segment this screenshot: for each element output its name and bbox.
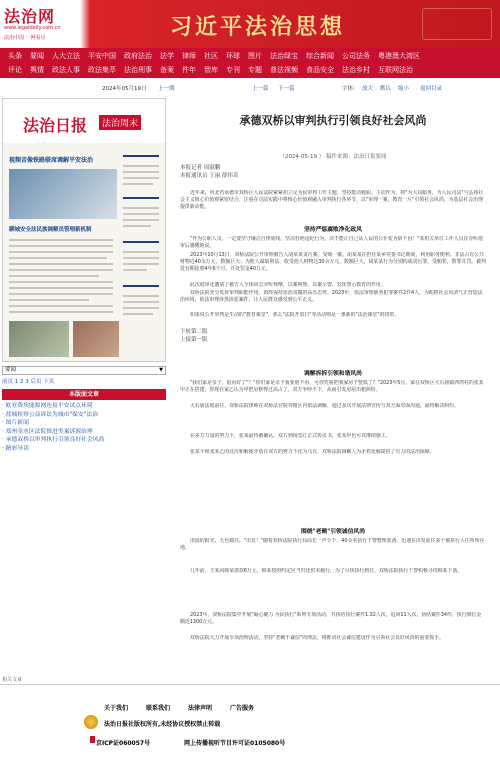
text-line <box>123 183 153 185</box>
article-paragraph: 清晨的阳光，天色微亮。"出发！"随着双桥法院执行局局长一声令下，40余名执行干警整理装备，迅速在出发前往多个被执行人住所所在地。 <box>180 538 485 551</box>
font-smaller-button[interactable]: 缩小 <box>398 86 410 92</box>
issue-toolbar <box>0 83 500 95</box>
article-paragraph: 张某平和张某乙的这次和解使矛盾在双方的努力下化为乌有，双桥法院调解人为矛盾化解提供了有力的法治保障。 <box>190 449 435 455</box>
text-line <box>123 171 159 173</box>
text-line <box>9 287 113 289</box>
article-subheading: 坚持严惩腐败净化政风 <box>304 227 362 233</box>
nav-item[interactable]: 人大立法 <box>52 52 80 60</box>
text-line <box>9 245 113 247</box>
paper-section-label: 法治周末 <box>99 115 141 130</box>
font-larger-button[interactable]: 放大 <box>362 86 374 92</box>
list-item[interactable]: · 郑州金水区法院推进类案诉源治理 <box>2 428 93 435</box>
nav-item[interactable]: 律师 <box>182 52 196 60</box>
thumbnail-headline-2[interactable]: 聊城安全法民族调解员管理新机制 <box>9 227 92 233</box>
nav-item[interactable]: 粤港澳大湾区 <box>378 52 420 60</box>
logo-url: www.legaldaily.com.cn <box>4 25 61 31</box>
text-line <box>123 251 159 253</box>
footer-icp[interactable]: 京ICP证060057号 <box>96 740 151 747</box>
nav-item[interactable]: 要闻 <box>30 52 44 60</box>
article-paragraph: 在多方力量的努力下，张某最终被确认，双方到场签订正式协议书，张某甲也可以继续施工。 <box>190 433 391 439</box>
text-line <box>123 219 159 221</box>
paper-masthead <box>3 99 165 143</box>
chevron-down-icon: ▼ <box>159 367 163 373</box>
text-line <box>9 299 89 301</box>
article-subheading: 围绕"老赖"引领诚信风尚 <box>300 529 365 535</box>
prev-article-link[interactable]: 上一篇 <box>252 86 269 92</box>
section-articles-header: 本版面文章 <box>2 389 166 400</box>
site-logo[interactable] <box>4 4 80 44</box>
thumbnail-photo-3 <box>73 321 119 357</box>
text-line <box>9 239 113 241</box>
icp-badge-icon <box>90 736 95 743</box>
article-paragraph: 2023年，双桥法院集中开展"凝心聚力 为民执行"系列专项活动，共执结执行案件1.32人次，追回11人次，执结案件34件，执行到位金额近1300万元。 <box>180 612 482 625</box>
issue-date: 2024年05月19日 <box>102 86 147 92</box>
text-line <box>123 155 159 157</box>
nav-item[interactable]: 舆情 <box>30 66 44 74</box>
list-item[interactable]: · 盐城检察公益诉讼为城市"保安"法治 <box>2 411 98 418</box>
nav-row-primary <box>4 50 424 64</box>
text-line <box>9 281 113 283</box>
nav-item[interactable]: 头条 <box>8 52 22 60</box>
related-articles-label: 相关文章 <box>2 677 23 683</box>
nav-item[interactable]: 社区 <box>204 52 218 60</box>
footer-link[interactable]: 关于我们 <box>104 705 129 712</box>
article-paragraph: 2023年10月13日，双桥法院公开审理被告人胡某某贪污案，受贿一案。胡某某在担任某乡党委书记期间，利用职务便利，非法占有公共财物近40余万元，数额巨大；为他人谋取利益，收受他人财物达30余万元，数额巨大，胡某某行为分别构成贪污罪、受贿罪，数罪并罚，被判处有期徒刑4年6个月，并处罚金40万元。 <box>180 252 486 272</box>
prev-issue-link[interactable]: 上一期 <box>158 86 175 92</box>
text-line <box>123 313 153 315</box>
thumbnail-headline-1[interactable]: 视频音像铁路联席调解平安法治 <box>9 157 94 164</box>
article-paragraph: 几年前，王某向韩某借款6万元，韩某按照约定应当归还但未履行，为了尽快执行到位，双桥法院执行干警积极寻找韩某下落。 <box>190 568 463 574</box>
banner-decoration <box>422 8 492 40</box>
text-line <box>123 177 159 179</box>
text-line <box>9 275 99 277</box>
byline-reporter: 本报记者 周淑鹏 <box>180 165 221 171</box>
article-subheading: 调解拆拆引领和谐风尚 <box>304 371 362 377</box>
newspaper-page-thumbnail[interactable] <box>2 98 166 362</box>
nav-item[interactable]: 专刊 <box>226 66 240 74</box>
footer-link[interactable]: 广告服务 <box>230 705 255 712</box>
nav-item[interactable]: 法治刑事 <box>124 66 152 74</box>
article-paragraph: 大石庙法庭前往，双桥法院律师在双桥法官院等辖区内依法调解，通过多次开展法律宣传与双方面对面沟通，最终解决纠纷。 <box>190 403 459 409</box>
text-line <box>123 269 147 271</box>
text-line <box>9 311 113 313</box>
nav-item[interactable]: 普法视频 <box>270 66 298 74</box>
footer-links <box>104 703 272 712</box>
list-item[interactable]: · 欧亚费埃能源网连接平安试点环境 <box>2 403 93 409</box>
nav-item[interactable]: 平安中国 <box>88 52 116 60</box>
article-meta: （2024-05-19 ） 稿件来源：法治日报要闻 <box>279 154 387 160</box>
list-item[interactable]: · 图片新闻 <box>2 420 29 427</box>
article-paragraph: "我们家是亲子，很看好了"？"你们家是亲子我要别不看，可你凭啥把我家房子整低了？"2023年5月，家住双桥区大石庙镇西湾村的张某甲正在搭建，你现在家乙认为甲把房修得过高占了，双方争吵不下，从而引发房屋出租纠纷。 <box>180 380 484 393</box>
logo-slogan: 法治中国 一网看尽 <box>4 35 46 41</box>
text-line <box>123 301 159 303</box>
continued-note: 下转第二版 <box>180 329 208 335</box>
thumbnail-side-column[interactable] <box>123 149 159 349</box>
main-nav <box>0 48 500 78</box>
nav-item[interactable]: 智库 <box>204 66 218 74</box>
text-line <box>123 207 159 209</box>
footer-link[interactable]: 联系我们 <box>146 705 171 712</box>
nav-item[interactable]: 政法集萃 <box>88 66 116 74</box>
article-paragraph: 如果说公开审判是生动的"教育课堂"，那么"法院开放日"等活动则是一条新的"法治课堂"的纽带。 <box>190 312 400 318</box>
text-line <box>123 165 159 167</box>
section-select-value: 要闻 <box>5 367 17 373</box>
text-line <box>123 263 159 265</box>
nav-item[interactable]: 法学 <box>160 52 174 60</box>
logo-text: 法治网 <box>4 7 56 26</box>
nav-row-secondary <box>4 64 417 78</box>
footer-link[interactable]: 法律声明 <box>188 705 213 712</box>
nav-item[interactable]: 公司法务 <box>342 52 370 60</box>
article-paragraph: 此次庭审还邀请了被告人全体同志旁听观摩，以案明理，以案示警，发挥警示教育的作用。 <box>190 282 386 288</box>
text-line <box>123 197 159 199</box>
font-size-label: 字体: <box>342 86 355 92</box>
text-line <box>9 263 113 265</box>
text-line <box>9 251 113 253</box>
nav-item[interactable]: 评论 <box>8 66 22 74</box>
next-article-link[interactable]: 下一篇 <box>278 86 295 92</box>
footer-divider <box>0 684 500 685</box>
text-line <box>123 257 159 259</box>
banner-title[interactable]: 习近平法治思想 <box>170 14 346 40</box>
text-line <box>123 307 159 309</box>
list-item[interactable]: · 承德双桥以审判执行引领良好社会风尚 <box>2 437 105 444</box>
text-line <box>123 225 151 227</box>
text-line <box>9 293 113 295</box>
page-pager[interactable]: 前页 1 2 3 后页 下页 <box>2 379 55 385</box>
article-paragraph: "作为公职人员，一定要坚守廉洁自律底线，坚决杜绝违纪行为，决不能让自己从人民的公仆变为阶下囚！"某机关单位工作人员在旁听庭审后感慨地说。 <box>180 236 484 249</box>
return-toc-link[interactable]: 返回目录 <box>420 86 443 92</box>
paper-name: 法治日报 <box>23 116 88 135</box>
text-line <box>9 257 107 259</box>
text-line <box>123 213 159 215</box>
nav-item[interactable]: 备案 <box>160 66 174 74</box>
text-line <box>123 241 159 243</box>
article-paragraph: 近年来，河北省承德市双桥区人民法院紧紧扣立足为民审判工作主题，坚持能动履职、主动作为，将"为大局服务，为人民司法"与弘扬社会主义核心价值观紧密结合，注重在司法实践中将核心价值观融入审判执行各环节，以"审理一案，教育一片"引领社会风尚，为基层社会治理提供新动能。 <box>180 190 484 210</box>
footer-copyright: 法治日报社版权所有,未经协议授权禁止转载 <box>104 721 221 728</box>
nav-item[interactable]: 图片 <box>248 52 262 60</box>
footer-license[interactable]: 网上传播视听节目许可证0105080号 <box>184 740 286 747</box>
emblem-icon <box>84 715 98 729</box>
nav-item[interactable]: 政法人事 <box>52 66 80 74</box>
thumbnail-photo-1 <box>9 169 117 219</box>
article-byline <box>180 164 239 180</box>
thumbnail-photo-2 <box>9 321 69 357</box>
nav-item[interactable]: 环球 <box>226 52 240 60</box>
section-article-list <box>2 402 166 454</box>
section-select[interactable] <box>2 366 166 375</box>
text-line <box>123 285 159 287</box>
nav-item[interactable]: 法治乡村 <box>342 66 370 74</box>
text-line <box>123 295 159 297</box>
site-header <box>0 0 500 48</box>
article-paragraph: 双桥法院充分发挥审判职能作用，始终保持惩治贪腐的高压态势。2023年，依法审理职务犯罪案件2件4人。为助推社会风清气正营造法治环境，依法审理涉黑涉恶案件，让人民群众感受到公平正义。 <box>180 290 483 303</box>
nav-item[interactable]: 法治绿宝 <box>270 52 298 60</box>
text-line <box>9 305 113 307</box>
article-paragraph: 双桥法院大力开展专项治理活动，坚持"老赖不诚信"的理念，将推动社会诚信建设作为引领社会良好风尚的重要抓手。 <box>190 635 444 641</box>
nav-item[interactable]: 食品安全 <box>306 66 334 74</box>
nav-item[interactable]: 专题 <box>248 66 262 74</box>
nav-item[interactable]: 件年 <box>182 66 196 74</box>
list-item[interactable]: · 精彩导读 <box>2 445 29 452</box>
nav-item[interactable]: 互联网法治 <box>378 66 413 74</box>
text-line <box>9 269 113 271</box>
byline-correspondent: 本报通讯员 王丽 薛伟奇 <box>180 173 239 179</box>
font-default-button[interactable]: 默认 <box>380 86 392 92</box>
article-title: 承德双桥以审判执行引领良好社会风尚 <box>239 114 427 127</box>
nav-item[interactable]: 综合新闻 <box>306 52 334 60</box>
continued-from-note: 上接第一版 <box>180 337 208 343</box>
nav-item[interactable]: 政府法治 <box>124 52 152 60</box>
